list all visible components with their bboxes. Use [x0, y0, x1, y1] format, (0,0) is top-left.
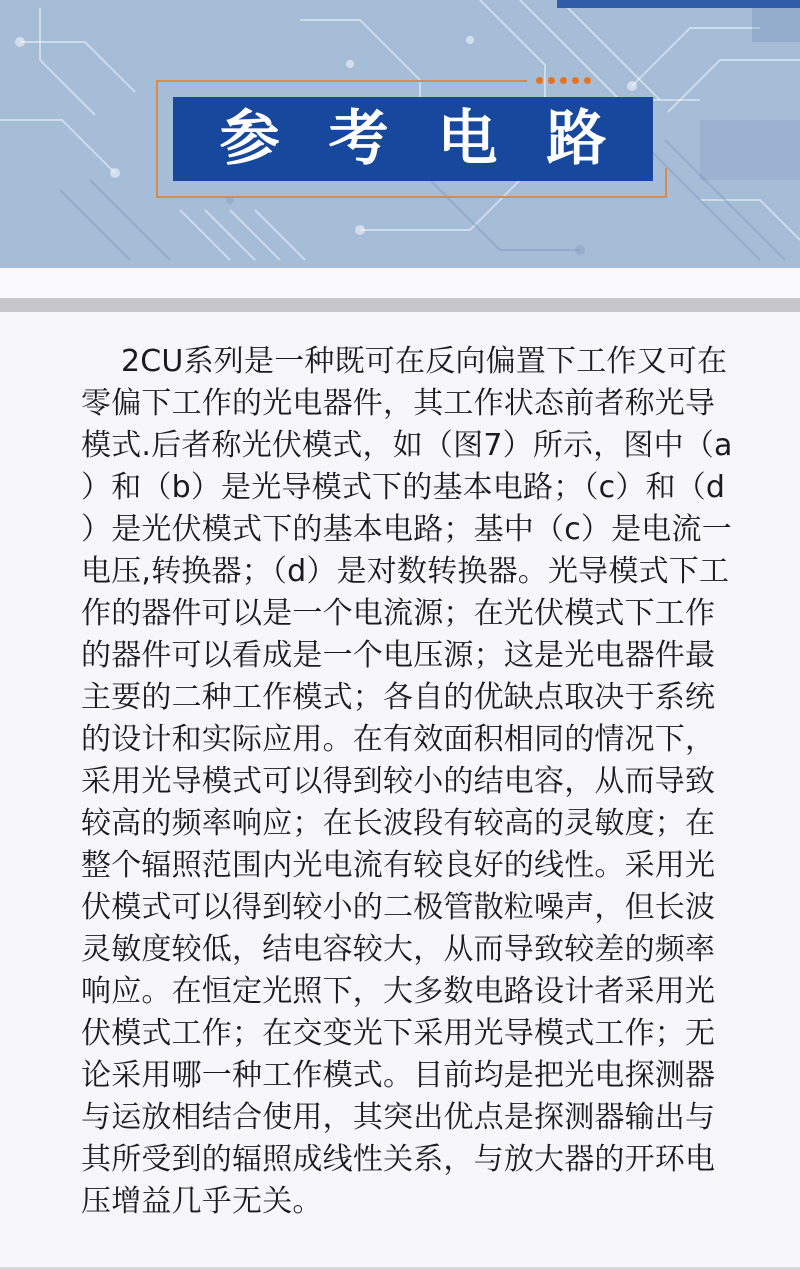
header-section: [0, 0, 800, 268]
text-line: 伏模式工作；在交变光下采用光导模式工作；无: [81, 1016, 716, 1051]
text-line: 压增益几乎无关。: [81, 1184, 323, 1219]
dot-icon: [572, 77, 579, 84]
text-line: 作的器件可以是一个电流源；在光伏模式下工作: [81, 596, 716, 631]
dot-icon: [548, 77, 555, 84]
text-line: 与运放相结合使用，其突出优点是探测器输出与: [81, 1100, 716, 1135]
text-line: 2CU系列是一种既可在反向偏置下工作又可在: [121, 344, 728, 379]
title-frame-left: [156, 80, 158, 198]
dot-icon: [560, 77, 567, 84]
text-line: 电压,转换器；（d）是对数转换器。光导模式下工: [81, 554, 730, 589]
divider-white-strip: [0, 268, 800, 298]
text-line: 整个辐照范围内光电流有较良好的线性。采用光: [81, 848, 716, 883]
title-frame-bottom: [156, 196, 667, 198]
dot-icon: [584, 77, 591, 84]
text-line: 其所受到的辐照成线性关系，与放大器的开环电: [81, 1142, 716, 1177]
text-line: 主要的二种工作模式；各自的优缺点取决于系统: [81, 680, 716, 715]
title-banner: [173, 97, 653, 181]
text-line: ）是光伏模式下的基本电路；基中（c）是电流一: [81, 512, 732, 547]
text-line: 的设计和实际应用。在有效面积相同的情况下，: [81, 722, 716, 757]
text-line: 灵敏度较低，结电容较大，从而导致较差的频率: [81, 932, 716, 967]
text-line: 较高的频率响应；在长波段有较高的灵敏度；在: [81, 806, 716, 841]
text-line: 零偏下工作的光电器件，其工作状态前者称光导: [81, 386, 716, 421]
text-line: ）和（b）是光导模式下的基本电路；（c）和（d: [81, 470, 726, 505]
text-line: 论采用哪一种工作模式。目前均是把光电探测器: [81, 1058, 716, 1093]
title-frame-top: [156, 80, 527, 82]
top-accent-bar: [557, 0, 800, 8]
title-frame-right: [665, 168, 667, 198]
text-line: 模式.后者称光伏模式，如（图7）所示，图中（a: [81, 428, 733, 463]
page-title: 参 考 电 路: [219, 104, 621, 174]
text-line: 响应。在恒定光照下，大多数电路设计者采用光: [81, 974, 716, 1009]
text-line: 的器件可以看成是一个电压源；这是光电器件最: [81, 638, 716, 673]
divider-gray-strip: [0, 298, 800, 312]
text-line: 采用光导模式可以得到较小的结电容，从而导致: [81, 764, 716, 799]
dot-icon: [536, 77, 543, 84]
text-line: 伏模式可以得到较小的二极管散粒噪声，但长波: [81, 890, 716, 925]
paragraph: [81, 341, 733, 1223]
